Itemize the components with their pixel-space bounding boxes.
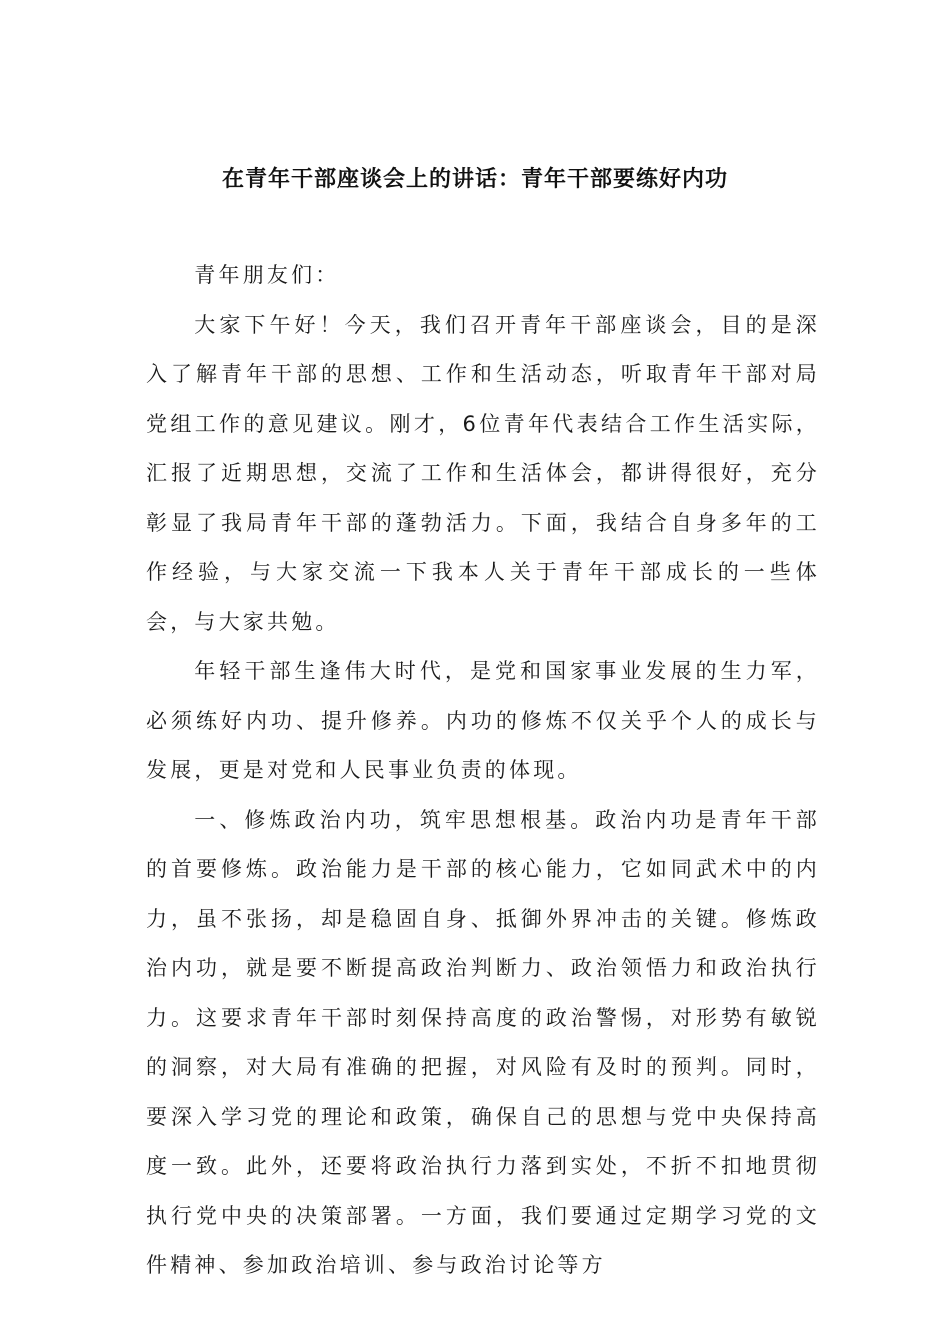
paragraph: 大家下午好！今天，我们召开青年干部座谈会，目的是深入了解青年干部的思想、工作和生活动态，听取青年干部对局党组工作的意见建议。刚才，6位青年代表结合工作生活实际，汇报了近期思想，交流了工作和生活体会，都讲得很好，充分彰显了我局青年干部的蓬勃活力。下面，我结合自身多年的工作经验，与大家交流一下我本人关于青年干部成长的一些体会，与大家共勉。 <box>146 312 820 634</box>
salutation: 青年朋友们： <box>194 263 340 287</box>
paragraph: 年轻干部生逢伟大时代，是党和国家事业发展的生力军，必须练好内功、提升修养。内功的修炼不仅关乎个人的成长与发展，更是对党和人民事业负责的体现。 <box>146 659 820 782</box>
paragraph: 一、修炼政治内功，筑牢思想根基。政治内功是青年干部的首要修炼。政治能力是干部的核心能力，它如同武术中的内力，虽不张扬，却是稳固自身、抵御外界冲击的关键。修炼政治内功，就是要不断提高政治判断力、政治领悟力和政治执行力。这要求青年干部时刻保持高度的政治警惕，对形势有敏锐的洞察，对大局有准确的把握，对风险有及时的预判。同时，要深入学习党的理论和政策，确保自己的思想与党中央保持高度一致。此外，还要将政治执行力落到实处，不折不扣地贯彻执行党中央的决策部署。一方面，我们要通过定期学习党的文件精神、参加政治培训、参与政治讨论等方 <box>146 807 820 1277</box>
document-body <box>146 251 820 1291</box>
document-title: 在青年干部座谈会上的讲话：青年干部要练好内功 <box>221 167 728 192</box>
